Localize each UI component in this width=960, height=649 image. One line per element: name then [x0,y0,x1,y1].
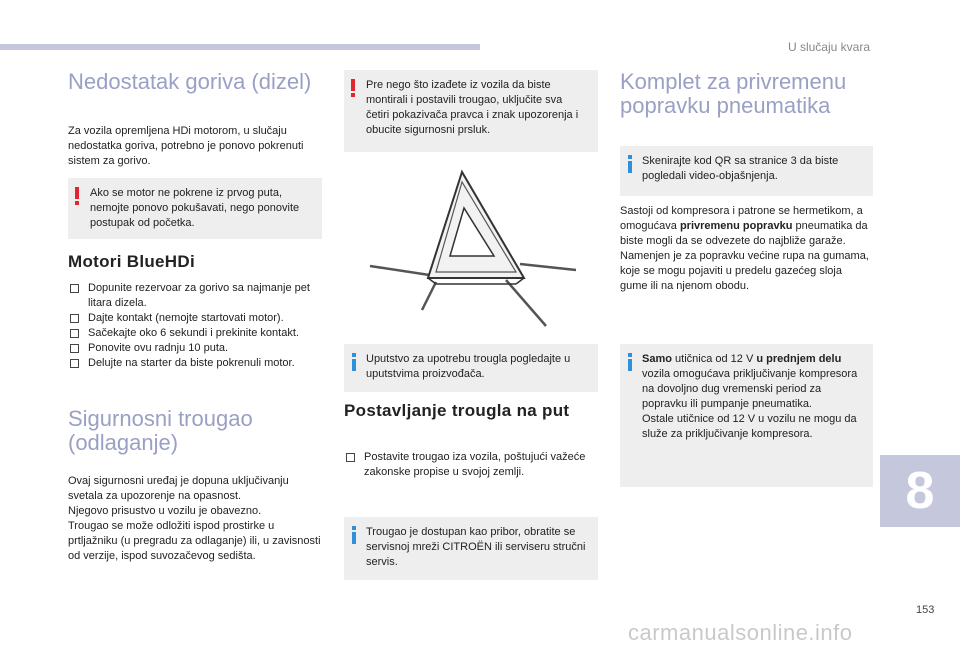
list-item: Ponovite ovu radnju 10 puta. [68,341,328,356]
info-text: Uputstvo za upotrebu trougla pogledajte u uputstvima proizvođača. [366,353,571,380]
checkbox-bullet-icon [346,453,355,462]
list-item: Sačekajte oko 6 sekundi i prekinite kontakt. [68,326,328,341]
checkbox-bullet-icon [70,359,79,368]
info-text: Trougao je dostupan kao pribor, obratite se servisnoj mreži CITROËN ili serviseru stručni servis. [366,526,586,568]
warning-text: Pre nego što izađete iz vozila da biste montirali i postavili trougao, uključite sva četiri pokazivača pravca i znak upozorenja i obucite sigurnosni prsluk. [366,79,579,136]
checkbox-bullet-icon [70,344,79,353]
triangle-leg-right [520,264,576,270]
bluehdi-steps-list [68,281,328,371]
checkbox-bullet-icon [70,284,79,293]
warning-icon [75,187,79,205]
title-line-2: (odlaganje) [68,430,179,455]
triangle-description: Ovaj sigurnosni uređaj je dopuna uključivanju svetala za upozorenje na opasnost. Njegovo prisustvo u vozilu je obavezno. Trougao se može odložiti ispod prostirke u prtljažniku (u pregradu za odlaganje) ili, u zavisnosti od verzije, ispod suvozačevog sedišta. [68,475,321,562]
title-safety-triangle [68,407,328,455]
list-item: Delujte na starter da biste pokrenuli motor. [68,356,328,371]
header-bar [0,44,480,50]
info-icon [628,353,632,371]
info-text: Samo utičnica od 12 V u prednjem delu vozila omogućava priključivanje kompresora na dovoljno dug vremenski period za popravku ili pumpanje pneumatika. Ostale utičnice od 12 V u vozilu ne mogu da služe za priključivanje kompresora. [642,353,858,440]
watermark: carmanualsonline.info [628,620,853,645]
list-item: Dajte kontakt (nemojte startovati motor). [68,311,328,326]
warning-icon [351,79,355,97]
triangle-leg-front-left [422,282,436,310]
checkbox-bullet-icon [70,314,79,323]
info-box-socket [620,344,873,487]
page-number: 153 [916,604,935,616]
section-title: U slučaju kvara [787,40,870,54]
triangle-leg-front-right [506,280,546,326]
fuel-intro-text: Za vozila opremljena HDi motorom, u slučaju nedostatka goriva, potrebno je ponovo pokrenuti sistem za gorivo. [68,125,304,167]
info-box-manual [344,344,598,392]
triangle-leg-left [370,266,436,276]
list-item: Dopunite rezervoar za gorivo sa najmanje pet litara dizela. [68,281,328,311]
checkbox-bullet-icon [70,329,79,338]
title-line-1: Komplet za privremenu [620,69,847,94]
title-place-triangle: Postavljanje trougla na put [344,401,570,420]
place-triangle-steps [344,450,592,480]
info-icon [352,526,356,544]
list-item: Postavite trougao iza vozila, poštujući važeće zakonske propise u svojoj zemlji. [344,450,592,480]
info-box-accessory [344,517,598,580]
title-repair-kit [620,70,880,118]
warning-box-restart [68,178,322,239]
chapter-tab: 8 [880,455,960,527]
repair-kit-description: Sastoji od kompresora i patrone se hermetikom, a omogućava privremenu popravku pneumatika da biste mogli da se odvezete do najbliže garaže. Namenjen je za popravku većine rupa na gumama, koje se mogu pojaviti u predelu gazećeg sloja gume ili na njenom obodu. [620,205,869,292]
title-fuel-shortage: Nedostatak goriva (dizel) [68,69,312,94]
title-bluehdi: Motori BlueHDi [68,252,195,271]
warning-text: Ako se motor ne pokrene iz prvog puta, nemojte ponovo pokušavati, nego ponovite postupak od početka. [90,187,300,229]
warning-box-hazard [344,70,598,152]
info-box-qr [620,146,873,196]
info-icon [352,353,356,371]
title-line-2: popravku pneumatika [620,93,831,118]
info-text: Skenirajte kod QR sa stranice 3 da biste pogledali video-objašnjenja. [642,155,839,182]
title-line-1: Sigurnosni trougao [68,406,253,431]
info-icon [628,155,632,173]
warning-triangle-illustration [344,160,598,340]
